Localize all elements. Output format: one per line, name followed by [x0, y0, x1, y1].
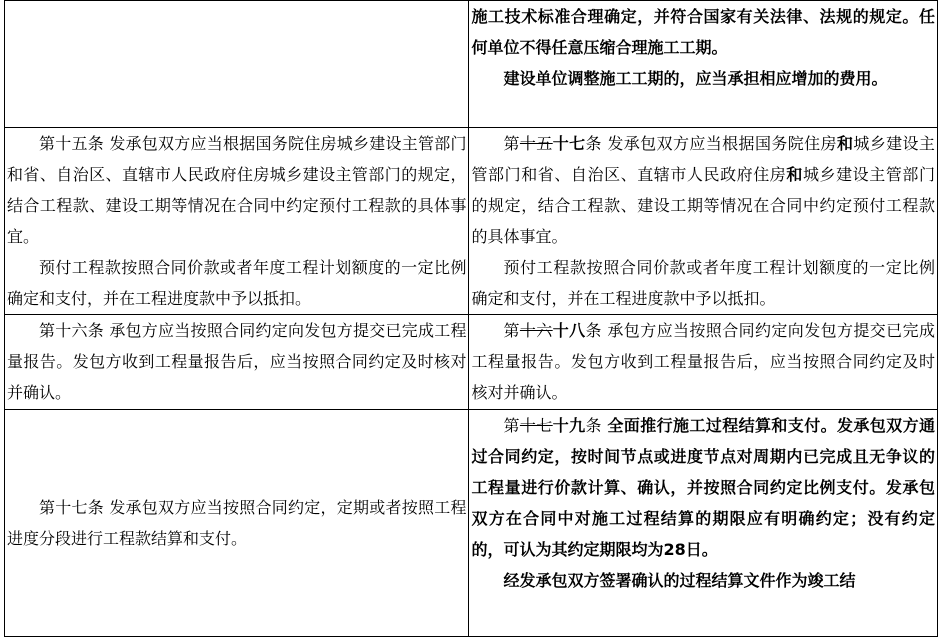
left-cell — [5, 315, 469, 410]
left-cell — [5, 128, 469, 315]
paragraph: 建设单位调整施工工期的，应当承担相应增加的费用。 — [503, 69, 888, 88]
text: 条 承包方应当按照合同约定向发包方提交已完成工程量报告。发包方收到工程量报告后，应当按照合同约定及时核对并确认。 — [471, 321, 935, 402]
inserted-text: 全面推行施工过程结算和支付。发承包双方通过合同约定，按时间节点或进度节点对周期内已完成且无争议的工程量进行价款计算、确认，并按照合同约定比例支付。发承包双方在合同中对施工过程结算的期限应有明确约定；没有约定的，可认为其约定期限均为28日。 — [471, 416, 935, 559]
table-row — [5, 410, 938, 637]
inserted-text: 十八 — [552, 321, 586, 340]
right-cell — [469, 410, 938, 637]
comparison-table — [4, 0, 938, 637]
inserted-text: 十九 — [552, 416, 586, 435]
deleted-text: 十五 — [519, 134, 553, 153]
table-row — [5, 315, 938, 410]
right-cell — [469, 315, 938, 410]
paragraph — [471, 315, 935, 408]
text: 条 — [585, 416, 608, 435]
left-cell — [5, 410, 469, 637]
right-cell — [469, 1, 938, 128]
text: 城乡建设主管部门和省、自治区、直辖市人民政府住房 — [471, 134, 935, 184]
paragraph: 预付工程款按照合同价款或者年度工程计划额度的一定比例确定和支付，并在工程进度款中予以抵扣。 — [7, 258, 467, 308]
paragraph: 第十五条 发承包双方应当根据国务院住房城乡建设主管部门和省、自治区、直辖市人民政府住房城乡建设主管部门的规定，结合工程款、建设工期等情况在合同中约定预付工程款的具体事宜。 — [7, 134, 467, 246]
inserted-text: 和 — [836, 134, 854, 153]
paragraph — [471, 410, 935, 565]
right-cell — [469, 128, 938, 315]
paragraph: 预付工程款按照合同价款或者年度工程计划额度的一定比例确定和支付，并在工程进度款中予以抵扣。 — [471, 258, 935, 308]
paragraph: 经发承包双方签署确认的过程结算文件作为竣工结 — [503, 571, 856, 590]
paragraph: 施工技术标准合理确定，并符合国家有关法律、法规的规定。任何单位不得任意压缩合理施工工期。 — [471, 7, 935, 57]
paragraph: 第十六条 承包方应当按照合同约定向发包方提交已完成工程量报告。发包方收到工程量报告后，应当按照合同约定及时核对并确认。 — [7, 321, 467, 402]
paragraph: 第十七条 发承包双方应当按照合同约定，定期或者按照工程进度分段进行工程款结算和支付。 — [7, 498, 467, 548]
deleted-text: 十七 — [519, 416, 553, 435]
text: 城乡建设主管部门的规定，结合工程款、建设工期等情况在合同中约定预付工程款的具体事宜。 — [471, 165, 935, 246]
deleted-text: 十六 — [519, 321, 553, 340]
text: 条 发承包双方应当根据国务院住房 — [585, 134, 837, 153]
text: 第 — [503, 134, 520, 153]
text: 第 — [503, 321, 520, 340]
inserted-text: 和 — [786, 165, 803, 184]
inserted-text: 十七 — [552, 134, 586, 153]
text: 第 — [503, 416, 520, 435]
left-cell-empty — [5, 1, 469, 128]
paragraph — [471, 128, 935, 252]
table-row — [5, 128, 938, 315]
table-row — [5, 1, 938, 128]
